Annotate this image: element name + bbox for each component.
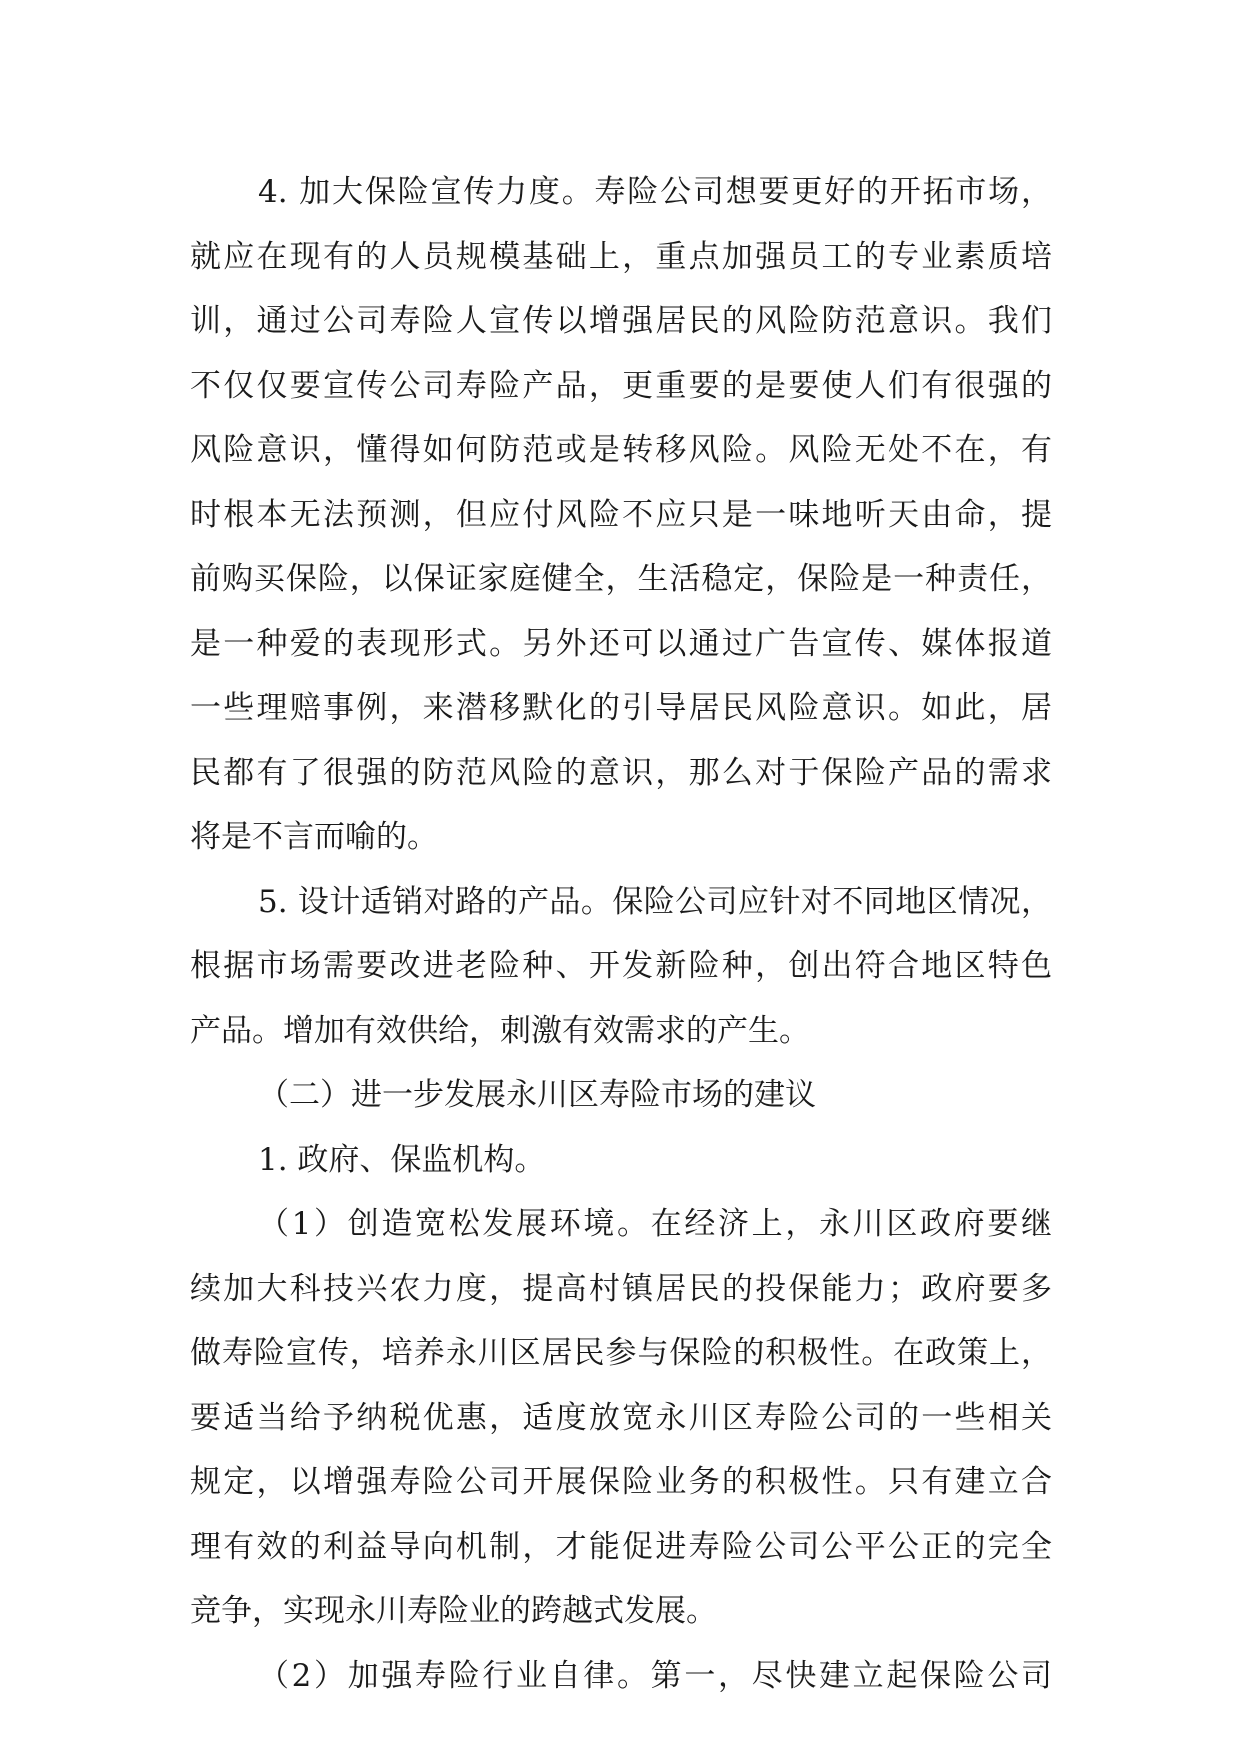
text-line: 竞争，实现永川寿险业的跨越式发展。 xyxy=(190,1593,717,1629)
text-line: 就应在现有的人员规模基础上，重点加强员工的专业素质培 xyxy=(190,238,1052,275)
text-line: 民都有了很强的防范风险的意识，那么对于保险产品的需求 xyxy=(190,754,1052,791)
text-line: 做寿险宣传，培养永川区居民参与保险的积极性。在政策上， xyxy=(190,1335,1052,1371)
text-line: 4. 加大保险宣传力度。寿险公司想要更好的开拓市场， xyxy=(258,174,1052,210)
body-text xyxy=(190,160,1052,1708)
text-line: （二）进一步发展永川区寿险市场的建议 xyxy=(258,1077,816,1113)
text-line: 将是不言而喻的。 xyxy=(190,819,438,855)
text-line: （2）加强寿险行业自律。第一，尽快建立起保险公司 xyxy=(258,1657,1052,1694)
text-line: 是一种爱的表现形式。另外还可以通过广告宣传、媒体报道 xyxy=(190,625,1052,662)
text-line: 续加大科技兴农力度，提高村镇居民的投保能力；政府要多 xyxy=(190,1270,1052,1307)
text-line: 根据市场需要改进老险种、开发新险种，创出符合地区特色 xyxy=(190,948,1052,984)
text-line: 前购买保险，以保证家庭健全，生活稳定，保险是一种责任， xyxy=(190,561,1052,597)
text-line: （1）创造宽松发展环境。在经济上，永川区政府要继 xyxy=(258,1206,1052,1242)
text-line: 训，通过公司寿险人宣传以增强居民的风险防范意识。我们 xyxy=(190,303,1052,339)
text-line: 1. 政府、保监机构。 xyxy=(258,1141,546,1178)
text-line: 规定，以增强寿险公司开展保险业务的积极性。只有建立合 xyxy=(190,1464,1052,1500)
text-line: 理有效的利益导向机制，才能促进寿险公司公平公正的完全 xyxy=(190,1528,1052,1565)
text-line: 5. 设计适销对路的产品。保险公司应针对不同地区情况， xyxy=(258,883,1052,920)
text-line: 产品。增加有效供给，刺激有效需求的产生。 xyxy=(190,1012,810,1049)
text-line: 要适当给予纳税优惠，适度放宽永川区寿险公司的一些相关 xyxy=(190,1399,1052,1436)
text-line: 风险意识，懂得如何防范或是转移风险。风险无处不在，有 xyxy=(190,432,1052,468)
text-line: 不仅仅要宣传公司寿险产品，更重要的是要使人们有很强的 xyxy=(190,367,1052,404)
text-line: 时根本无法预测，但应付风险不应只是一味地听天由命，提 xyxy=(190,496,1052,533)
text-line: 一些理赔事例，来潜移默化的引导居民风险意识。如此，居 xyxy=(190,690,1052,726)
